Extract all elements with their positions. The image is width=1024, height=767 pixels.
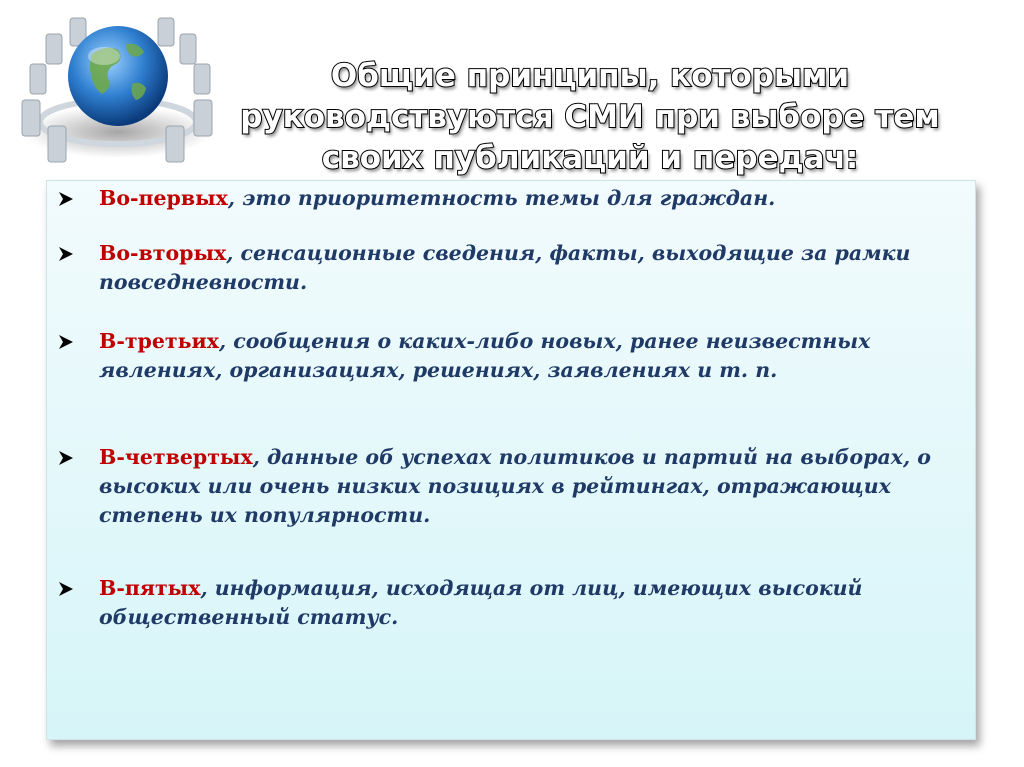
content-box xyxy=(46,180,976,740)
title-line-3: своих публикаций и передач: xyxy=(321,140,859,176)
bullet-text xyxy=(99,239,947,297)
list-item xyxy=(47,327,947,385)
slide-title xyxy=(200,56,980,179)
bullet-text xyxy=(99,443,947,530)
title-line-2: руководствуются СМИ при выборе тем xyxy=(240,99,940,135)
list-item xyxy=(47,239,947,297)
bullet-text xyxy=(99,327,947,385)
bullet-body: , данные об успехах политиков и партий на выборах, о высоких или очень низких позициях в рейтингах, отражающих степень их популярности. xyxy=(99,445,931,527)
bullet-lead: Во-вторых xyxy=(99,241,227,265)
arrow-bullet-icon xyxy=(59,192,73,206)
list-item xyxy=(47,574,947,632)
bullet-text xyxy=(99,184,947,213)
arrow-bullet-icon xyxy=(59,247,73,261)
bullet-text xyxy=(99,574,947,632)
bullet-body: , сообщения о каких-либо новых, ранее неизвестных явлениях, организациях, решениях, заявлениях и т. п. xyxy=(99,329,871,382)
arrow-bullet-icon xyxy=(59,451,73,465)
bullet-lead: В-третьих xyxy=(99,329,219,353)
bullet-lead: В-пятых xyxy=(99,576,201,600)
bullet-body: , информация, исходящая от лиц, имеющих высокий общественный статус. xyxy=(99,576,863,629)
globe-with-chairs-icon xyxy=(8,4,218,174)
bullet-body: , сенсационные сведения, факты, выходящие за рамки повседневности. xyxy=(99,241,911,294)
bullet-lead: Во-первых xyxy=(99,186,228,210)
arrow-bullet-icon xyxy=(59,582,73,596)
list-item xyxy=(47,184,947,213)
bullet-lead: В-четвертых xyxy=(99,445,253,469)
arrow-bullet-icon xyxy=(59,335,73,349)
title-line-1: Общие принципы, которыми xyxy=(330,58,850,94)
list-item xyxy=(47,443,947,530)
bullet-body: , это приоритетность темы для граждан. xyxy=(227,186,776,210)
